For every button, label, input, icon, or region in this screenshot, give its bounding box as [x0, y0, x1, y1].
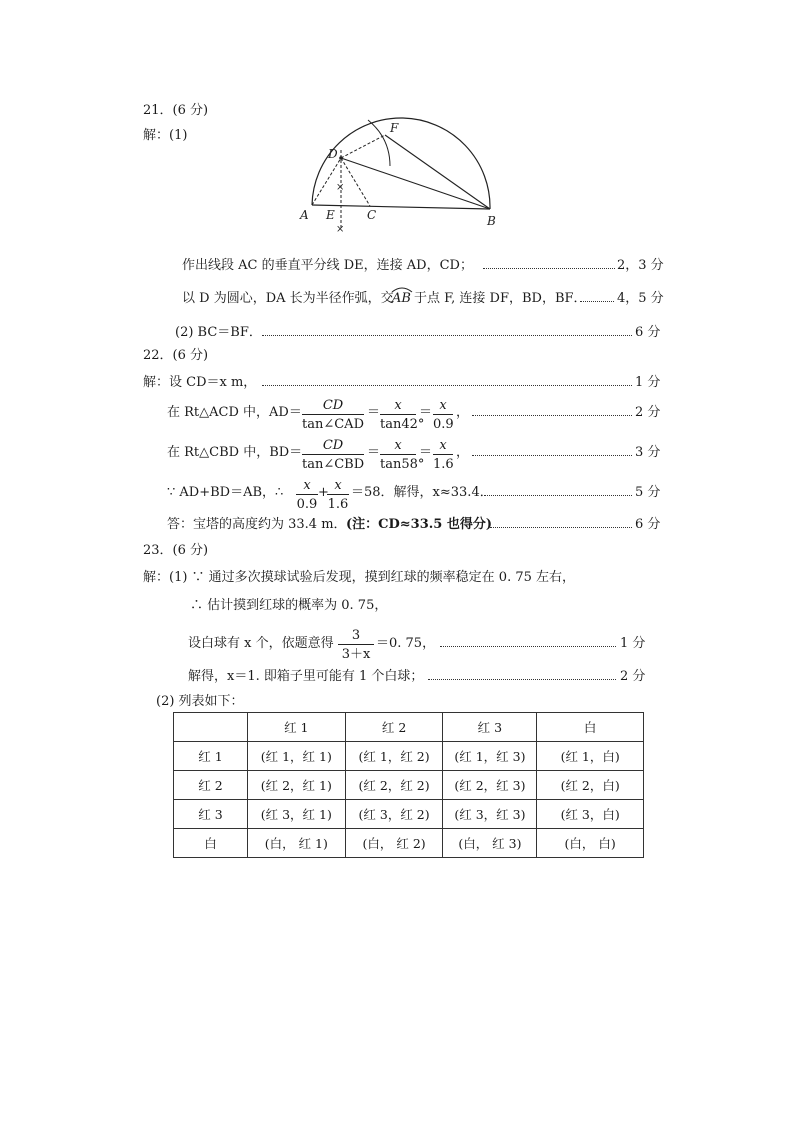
table-row [174, 742, 644, 771]
q22-heading: 22．(6 分) [143, 348, 209, 363]
q22-score1: 1 分 [635, 375, 661, 390]
table-cell: (红 3，白) [537, 800, 644, 829]
table-cell: (白， 红 2) [345, 829, 443, 858]
q23-heading: 23．(6 分) [143, 543, 209, 558]
q23-score1: 1 分 [620, 636, 646, 651]
q22-score3: 3 分 [635, 445, 661, 460]
table-cell: (红 2，红 1) [247, 771, 345, 800]
table-cell: (红 2，红 3) [443, 771, 537, 800]
q23-line4: 解得，x＝1. 即箱子里可能有 1 个白球； [188, 669, 424, 684]
table-row [174, 829, 644, 858]
table-header-cell: 红 3 [443, 713, 537, 742]
table-cell: (红 3，红 2) [345, 800, 443, 829]
table-cell: (白， 白) [537, 829, 644, 858]
table-cell: (红 2，白) [537, 771, 644, 800]
table-row [174, 771, 644, 800]
table-cell: (红 1，白) [537, 742, 644, 771]
q21-answer-start: 解：(1) [143, 128, 188, 143]
cross-mark-upper: × [336, 182, 345, 193]
probability-table [173, 712, 644, 858]
fraction: 3 3＋x [338, 629, 374, 661]
equals-sign: ＝ [419, 405, 433, 420]
q23-line1: 解：(1) ∵ 通过多次摸球试验后发现，摸到红球的频率稳定在 0. 75 左右， [143, 570, 576, 585]
table-cell: (白， 红 3) [443, 829, 537, 858]
leader-dots [472, 415, 632, 416]
fraction: x 0.9 [433, 398, 454, 432]
q23-line2: ∴ 估计摸到红球的概率为 0. 75， [190, 598, 388, 613]
fraction: x 1.6 [433, 438, 454, 472]
label-D: D [328, 147, 338, 161]
q21-step2a: 以 D 为圆心，DA 长为半径作弧，交 [182, 291, 394, 306]
q22-score2: 2 分 [635, 405, 661, 420]
table-cell: 红 3 [174, 800, 248, 829]
leader-dots [262, 335, 632, 336]
fraction: CD tan∠CAD [302, 398, 364, 432]
table-header-cell: 白 [537, 713, 644, 742]
q22-line5: 答：宝塔的高度约为 33.4 m． [167, 517, 347, 532]
fraction: x 0.9 [296, 478, 318, 512]
leader-dots [580, 301, 614, 302]
leader-dots [440, 646, 616, 647]
q22-line1: 解：设 CD＝x m， [143, 375, 257, 390]
segment-DC [341, 158, 370, 206]
fraction: x tan42° [380, 398, 425, 432]
table-cell: (红 1，红 2) [345, 742, 443, 771]
table-header-cell [174, 713, 248, 742]
label-B: B [487, 214, 496, 228]
comma: ， [456, 405, 470, 420]
equals-sign: ＝ [419, 445, 433, 460]
leader-dots [472, 455, 632, 456]
table-cell: (红 1，红 3) [443, 742, 537, 771]
table-cell: (白， 红 1) [247, 829, 345, 858]
table-cell: 红 2 [174, 771, 248, 800]
q23-line3-suffix: ＝0. 75， [376, 636, 436, 651]
leader-dots [262, 385, 632, 386]
fraction: CD tan∠CBD [302, 438, 365, 472]
plus-sign: + [318, 485, 329, 500]
q21-score2: 4，5 分 [617, 291, 664, 306]
equals-sign: ＝ [367, 445, 381, 460]
semicircle-arc [312, 118, 490, 209]
q22-score4: 5 分 [635, 485, 661, 500]
table-cell: 白 [174, 829, 248, 858]
segment-DB [341, 158, 490, 209]
q23-score2: 2 分 [620, 669, 646, 684]
equals-sign: ＝ [367, 405, 381, 420]
cross-mark-lower: × [336, 224, 345, 234]
segment-AB [312, 205, 490, 209]
fraction: x 1.6 [327, 478, 349, 512]
q22-line4-suffix: ＝58．解得，x≈33.4． [351, 485, 493, 500]
table-header-row [174, 713, 644, 742]
q22-line4-prefix: ∵ AD+BD＝AB，∴ [167, 485, 284, 500]
q21-score3: 6 分 [635, 325, 661, 340]
label-C: C [367, 208, 377, 222]
point-D [339, 156, 343, 160]
construction-arc [368, 120, 390, 166]
table-cell: 红 1 [174, 742, 248, 771]
table-header-cell: 红 2 [345, 713, 443, 742]
segment-DF [341, 135, 385, 158]
label-A: A [300, 208, 309, 222]
leader-dots [428, 679, 616, 680]
q23-line3-prefix: 设白球有 x 个，依题意得 [188, 636, 334, 651]
table-header-cell: 红 1 [247, 713, 345, 742]
label-E: E [326, 208, 335, 222]
q22-note: (注：CD≈33.5 也得分) [346, 517, 493, 532]
q21-figure [290, 112, 510, 234]
q22-line2-prefix: 在 Rt△ACD 中，AD＝ [167, 405, 302, 420]
table-row [174, 800, 644, 829]
q21-part2: (2) BC＝BF． [175, 325, 262, 340]
q21-heading: 21．(6 分) [143, 103, 209, 118]
q21-score1: 2，3 分 [617, 258, 664, 273]
leader-dots [484, 495, 632, 496]
label-F: F [390, 121, 399, 135]
segment-FB [385, 135, 490, 209]
table-cell: (红 1，红 1) [247, 742, 345, 771]
table-cell: (红 3，红 3) [443, 800, 537, 829]
table-cell: (红 3，红 1) [247, 800, 345, 829]
q22-score5: 6 分 [635, 517, 661, 532]
q21-step2b: 于点 F, 连接 DF，BD，BF． [414, 291, 587, 306]
leader-dots [490, 527, 632, 528]
table-cell: (红 2，红 2) [345, 771, 443, 800]
fraction: x tan58° [380, 438, 425, 472]
q22-line3-prefix: 在 Rt△CBD 中，BD＝ [167, 445, 303, 460]
q23-part2: (2) 列表如下： [156, 694, 244, 709]
leader-dots [483, 268, 615, 269]
arc-AB-label: AB [392, 292, 411, 305]
q21-step1: 作出线段 AC 的垂直平分线 DE，连接 AD，CD； [182, 258, 473, 273]
comma: ， [456, 445, 470, 460]
